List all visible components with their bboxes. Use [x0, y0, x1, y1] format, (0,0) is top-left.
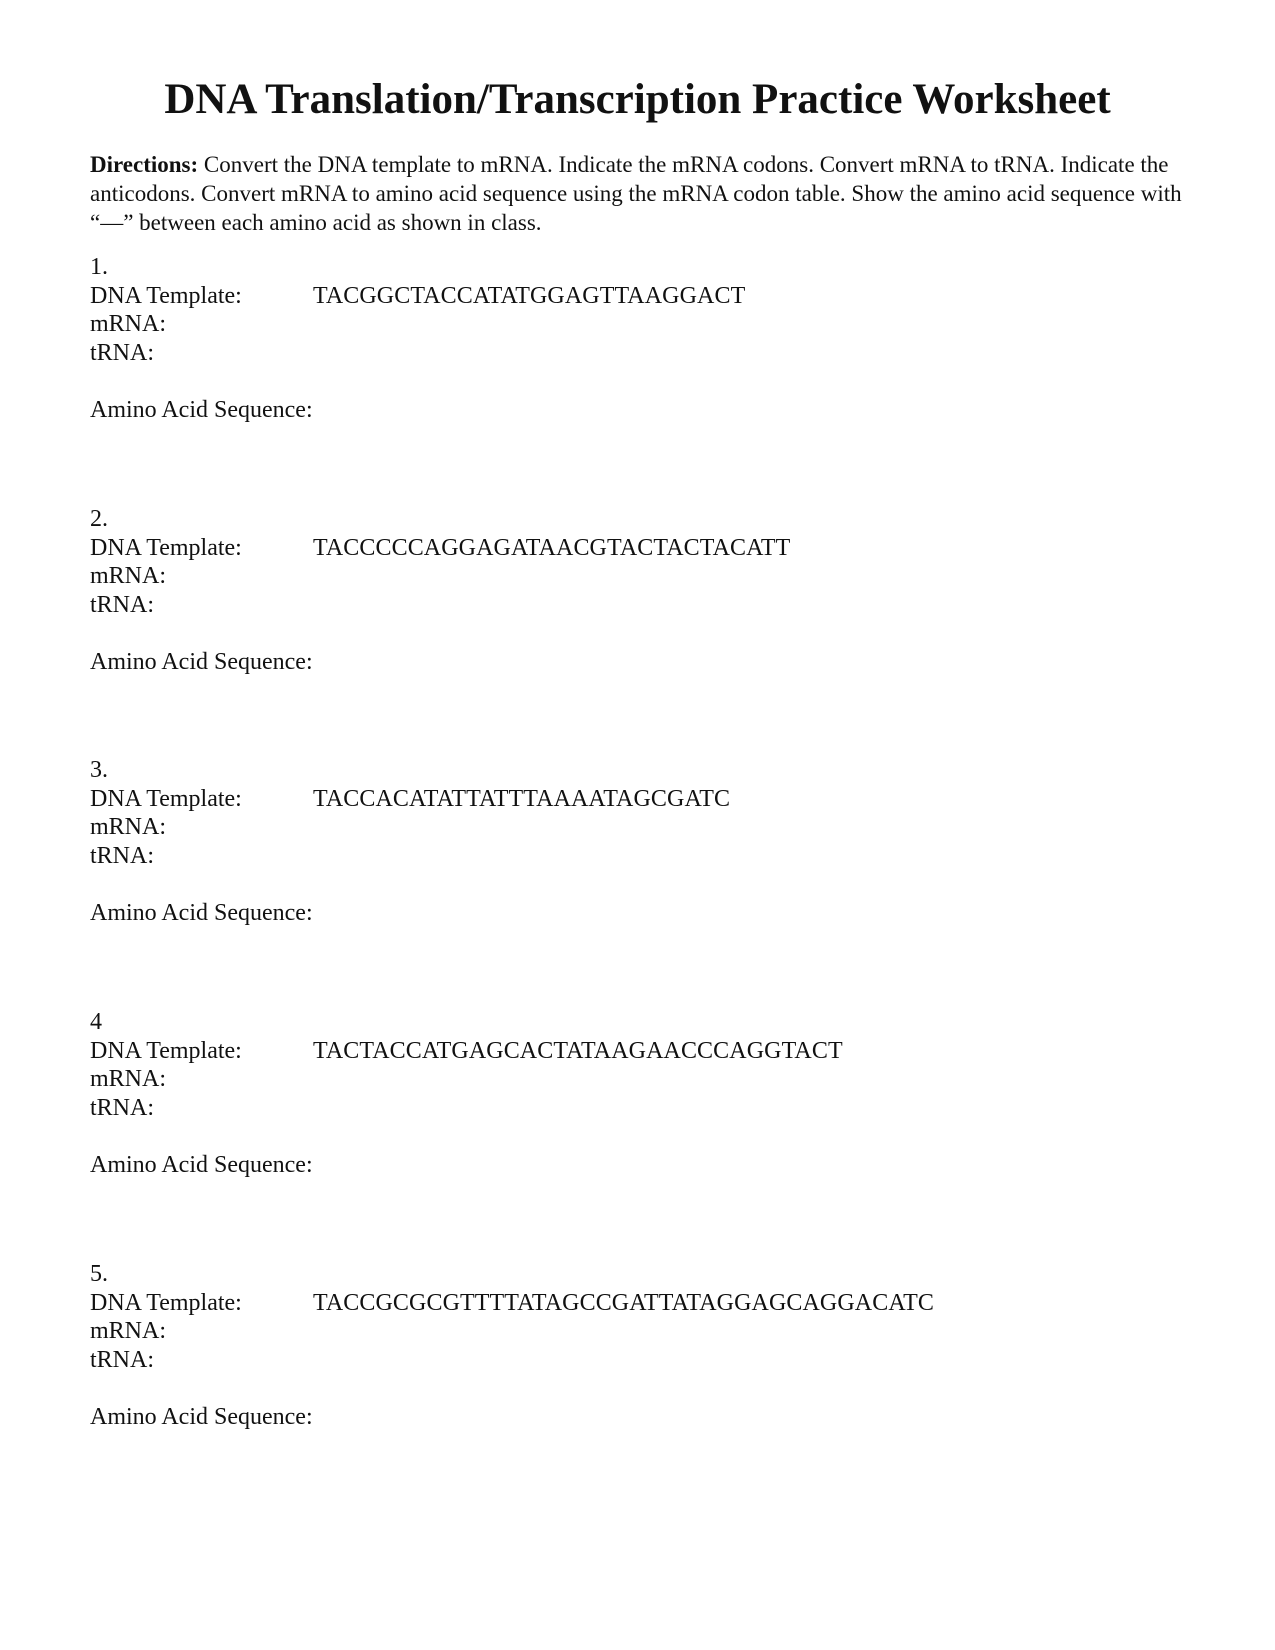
- trna-label: tRNA:: [90, 591, 155, 618]
- mrna-label: mRNA:: [90, 311, 167, 337]
- problem-number: 2.: [90, 506, 108, 532]
- mrna-label: mRNA:: [90, 1318, 167, 1344]
- trna-label: tRNA:: [90, 1346, 155, 1373]
- directions-paragraph: [90, 150, 1200, 237]
- directions-lead: Directions:: [90, 152, 199, 177]
- dna-template-label: DNA Template:: [90, 1037, 242, 1064]
- dna-template-label: DNA Template:: [90, 282, 242, 309]
- amino-acid-sequence-label: Amino Acid Sequence:: [90, 396, 313, 423]
- dna-template-sequence: TACTACCATGAGCACTATAAGAACCCAGGTACT: [313, 1037, 843, 1064]
- problem-2: [90, 505, 1190, 676]
- page-title: DNA Translation/Transcription Practice Worksheet: [164, 76, 1111, 123]
- problem-number: 4: [90, 1009, 102, 1035]
- problem-number: 1.: [90, 254, 108, 280]
- dna-template-label: DNA Template:: [90, 534, 242, 561]
- mrna-label: mRNA:: [90, 563, 167, 589]
- problem-number: 3.: [90, 757, 108, 783]
- dna-template-sequence: TACCCCCAGGAGATAACGTACTACTACATT: [313, 534, 791, 561]
- dna-template-sequence: TACGGCTACCATATGGAGTTAAGGACT: [313, 282, 746, 309]
- mrna-label: mRNA:: [90, 814, 167, 840]
- problem-1: [90, 253, 1190, 424]
- amino-acid-sequence-label: Amino Acid Sequence:: [90, 1403, 313, 1430]
- directions-text: Convert the DNA template to mRNA. Indicate the mRNA codons. Convert mRNA to tRNA. Indicate the anticodons. Convert mRNA to amino acid sequence using the mRNA codon table. Show the amino acid sequence with “—” between each amino acid as shown in class.: [90, 152, 1182, 235]
- problem-3: [90, 756, 1190, 927]
- amino-acid-sequence-label: Amino Acid Sequence:: [90, 648, 313, 675]
- dna-template-sequence: TACCGCGCGTTTTATAGCCGATTATAGGAGCAGGACATC: [313, 1289, 934, 1316]
- amino-acid-sequence-label: Amino Acid Sequence:: [90, 899, 313, 926]
- problem-5: [90, 1260, 1190, 1431]
- mrna-label: mRNA:: [90, 1066, 167, 1092]
- problem-4: [90, 1008, 1190, 1179]
- dna-template-label: DNA Template:: [90, 1289, 242, 1316]
- trna-label: tRNA:: [90, 339, 155, 366]
- trna-label: tRNA:: [90, 842, 155, 869]
- problem-number: 5.: [90, 1261, 108, 1287]
- dna-template-label: DNA Template:: [90, 785, 242, 812]
- dna-template-sequence: TACCACATATTATTTAAAATAGCGATC: [313, 785, 731, 812]
- amino-acid-sequence-label: Amino Acid Sequence:: [90, 1151, 313, 1178]
- trna-label: tRNA:: [90, 1094, 155, 1121]
